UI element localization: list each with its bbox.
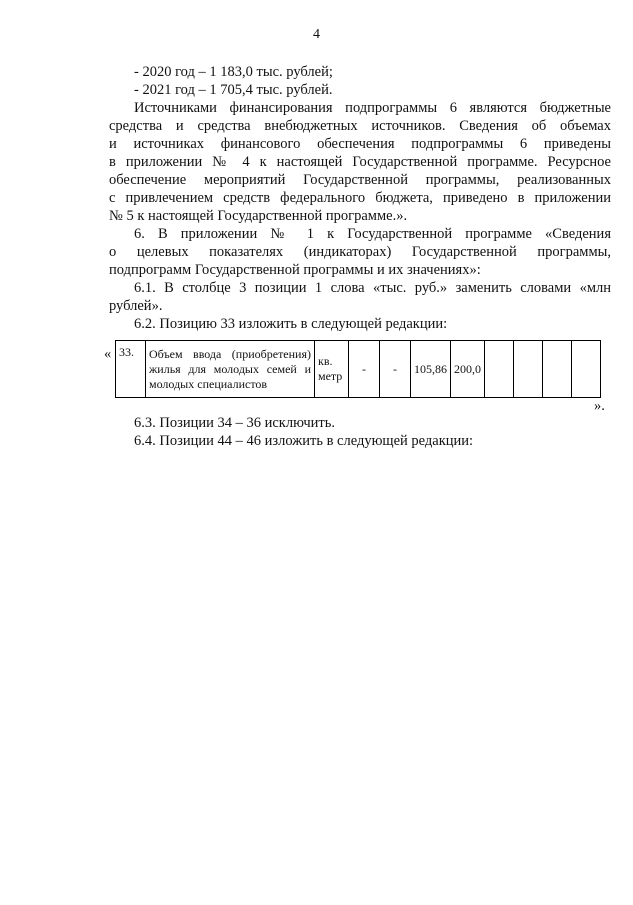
opening-quote: « (104, 346, 112, 362)
cell-value: - (380, 341, 411, 398)
text-line: - 2020 год – 1 183,0 тыс. рублей; (134, 64, 333, 80)
text-line: о целевых показателях (индикаторах) Государственной программы, (109, 244, 611, 260)
cell-unit: кв. метр (315, 341, 349, 398)
cell-value: 105,86 (411, 341, 451, 398)
closing-quote: ». (594, 398, 605, 414)
text-line: 6.2. Позицию 33 изложить в следующей редакции: (134, 316, 448, 332)
text-line: обеспечение мероприятий Государственной программы, реализованных (109, 172, 611, 188)
cell-number: 33. (116, 341, 146, 398)
cell-value: - (349, 341, 380, 398)
text-line: подпрограмм Государственной программы и их значениях»: (109, 262, 481, 278)
cell-value (514, 341, 543, 398)
text-line: 6.1. В столбце 3 позиции 1 слова «тыс. руб.» заменить словами «млн (134, 280, 611, 296)
table-row (116, 341, 601, 398)
text-line: и источниках финансового обеспечения подпрограммы 6 приведены (109, 136, 611, 152)
text-line: в приложении № 4 к настоящей Государственной программе. Ресурсное (109, 154, 611, 170)
text-line: № 5 к настоящей Государственной программе.». (109, 208, 408, 224)
text-line: с привлечением средств федерального бюджета, приведено в приложении (109, 190, 611, 206)
text-line: 6.3. Позиции 34 – 36 исключить. (134, 415, 335, 431)
cell-value (543, 341, 572, 398)
text-line: рублей». (109, 298, 163, 314)
page-number: 4 (313, 27, 320, 42)
text-line: средства и средства внебюджетных источников. Сведения об объемах (109, 118, 611, 134)
text-line: - 2021 год – 1 705,4 тыс. рублей. (134, 82, 333, 98)
text-line: 6.4. Позиции 44 – 46 изложить в следующей редакции: (134, 433, 474, 449)
cell-value (485, 341, 514, 398)
cell-value (572, 341, 601, 398)
text-line: Источниками финансирования подпрограммы 6 являются бюджетные (134, 100, 611, 116)
cell-value: 200,0 (451, 341, 485, 398)
text-line: 6. В приложении № 1 к Государственной программе «Сведения (134, 226, 611, 242)
indicator-table (115, 340, 601, 398)
cell-indicator-name: Объем ввода (приобретения) жилья для молодых семей и молодых специалистов (146, 341, 315, 398)
